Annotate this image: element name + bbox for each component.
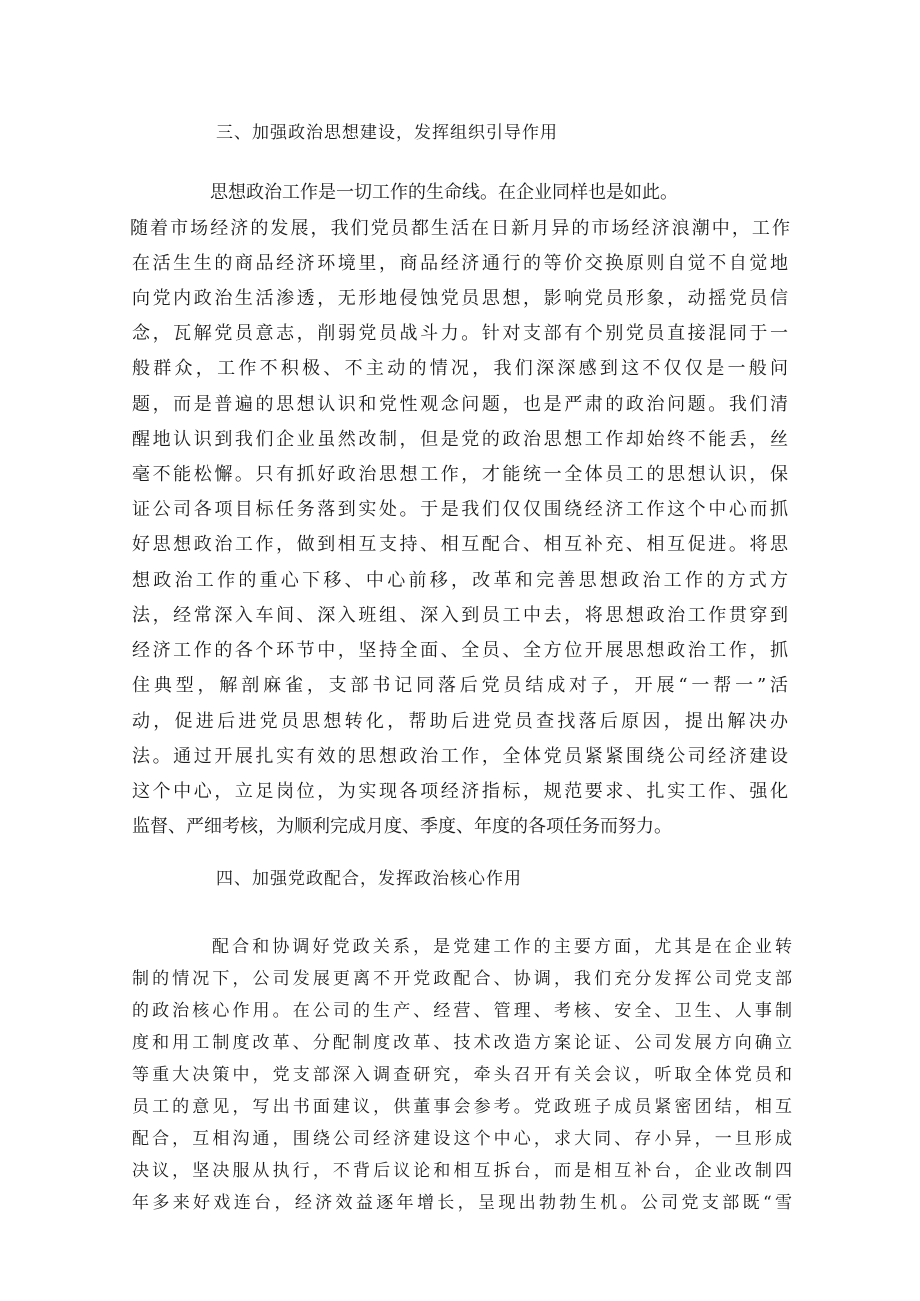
paragraph-line: 好思想政治工作，做到相互支持、相互配合、相互补充、相互促进。将思 — [132, 534, 788, 555]
paragraph-line: 法。通过开展扎实有效的思想政治工作，全体党员紧紧围绕公司经济建设 — [132, 746, 788, 767]
paragraph-line: 配合和协调好党政关系，是党建工作的主要方面，尤其是在企业转 — [212, 937, 792, 957]
paragraph-line: 在活生生的商品经济环境里，商品经济通行的等价交换原则自觉不自觉地 — [132, 253, 788, 274]
paragraph-line: 题，而是普遍的思想认识和党性观念问题，也是严肃的政治问题。我们清 — [132, 394, 788, 415]
paragraph-line: 随着市场经济的发展，我们党员都生活在日新月异的市场经济浪潮中，工作 — [130, 218, 790, 239]
paragraph-line: 般群众，工作不积极、不主动的情况，我们深深感到这不仅仅是一般问 — [132, 358, 788, 379]
paragraph-line: 员工的意见，写出书面建议，供董事会参考。党政班子成员紧密团结，相互 — [132, 1097, 792, 1117]
paragraph-line: 醒地认识到我们企业虽然改制，但是党的政治思想工作却始终不能丢，丝 — [132, 429, 788, 450]
paragraph-line: 动，促进后进党员思想转化，帮助后进党员查找落后原因，提出解决办 — [132, 711, 788, 732]
paragraph-line: 配合，互相沟通，围绕公司经济建设这个中心，求大同、存小异，一旦形成 — [132, 1129, 792, 1149]
paragraph-line: 向党内政治生活渗透，无形地侵蚀党员思想，影响党员形象，动摇党员信 — [132, 288, 788, 309]
paragraph-line: 念，瓦解党员意志，削弱党员战斗力。针对支部有个别党员直接混同于一 — [132, 323, 788, 344]
paragraph-line: 这个中心，立足岗位，为实现各项经济指标，规范要求、扎实工作、强化 — [132, 781, 788, 802]
paragraph-line: 等重大决策中，党支部深入调查研究，牵头召开有关会议，听取全体党员和 — [132, 1065, 792, 1085]
paragraph-line: 思想政治工作是一切工作的生命线。在企业同样也是如此。 — [210, 182, 678, 203]
paragraph-line: 决议，坚决服从执行，不背后议论和相互拆台，而是相互补台，企业改制四 — [132, 1161, 792, 1181]
paragraph-line: 监督、严细考核，为顺利完成月度、季度、年度的各项任务而努力。 — [132, 816, 672, 837]
paragraph-line: 住典型，解剖麻雀，支部书记同落后党员结成对子，开展“一帮一”活 — [132, 675, 788, 696]
paragraph-line: 的政治核心作用。在公司的生产、经营、管理、考核、安全、卫生、人事制 — [132, 1001, 792, 1021]
paragraph-line: 毫不能松懈。只有抓好政治思想工作，才能统一全体员工的思想认识，保 — [132, 464, 788, 485]
section-3-heading: 三、加强政治思想建设，发挥组织引导作用 — [216, 123, 558, 143]
paragraph-line: 法，经常深入车间、深入班组、深入到员工中去，将思想政治工作贯穿到 — [132, 605, 788, 626]
section-4-heading: 四、加强党政配合，发挥政治核心作用 — [216, 869, 522, 889]
paragraph-line: 证公司各项目标任务落到实处。于是我们仅仅围绕经济工作这个中心而抓 — [132, 499, 788, 520]
paragraph-line: 制的情况下，公司发展更离不开党政配合、协调，我们充分发挥公司党支部 — [132, 969, 792, 989]
paragraph-line: 度和用工制度改革、分配制度改革、技术改造方案论证、公司发展方向确立 — [132, 1033, 792, 1053]
paragraph-line: 经济工作的各个环节中，坚持全面、全员、全方位开展思想政治工作，抓 — [132, 640, 788, 661]
paragraph-line: 想政治工作的重心下移、中心前移，改革和完善思想政治工作的方式方 — [132, 570, 788, 591]
paragraph-line: 年多来好戏连台，经济效益逐年增长，呈现出勃勃生机。公司党支部既“雪 — [132, 1193, 792, 1213]
